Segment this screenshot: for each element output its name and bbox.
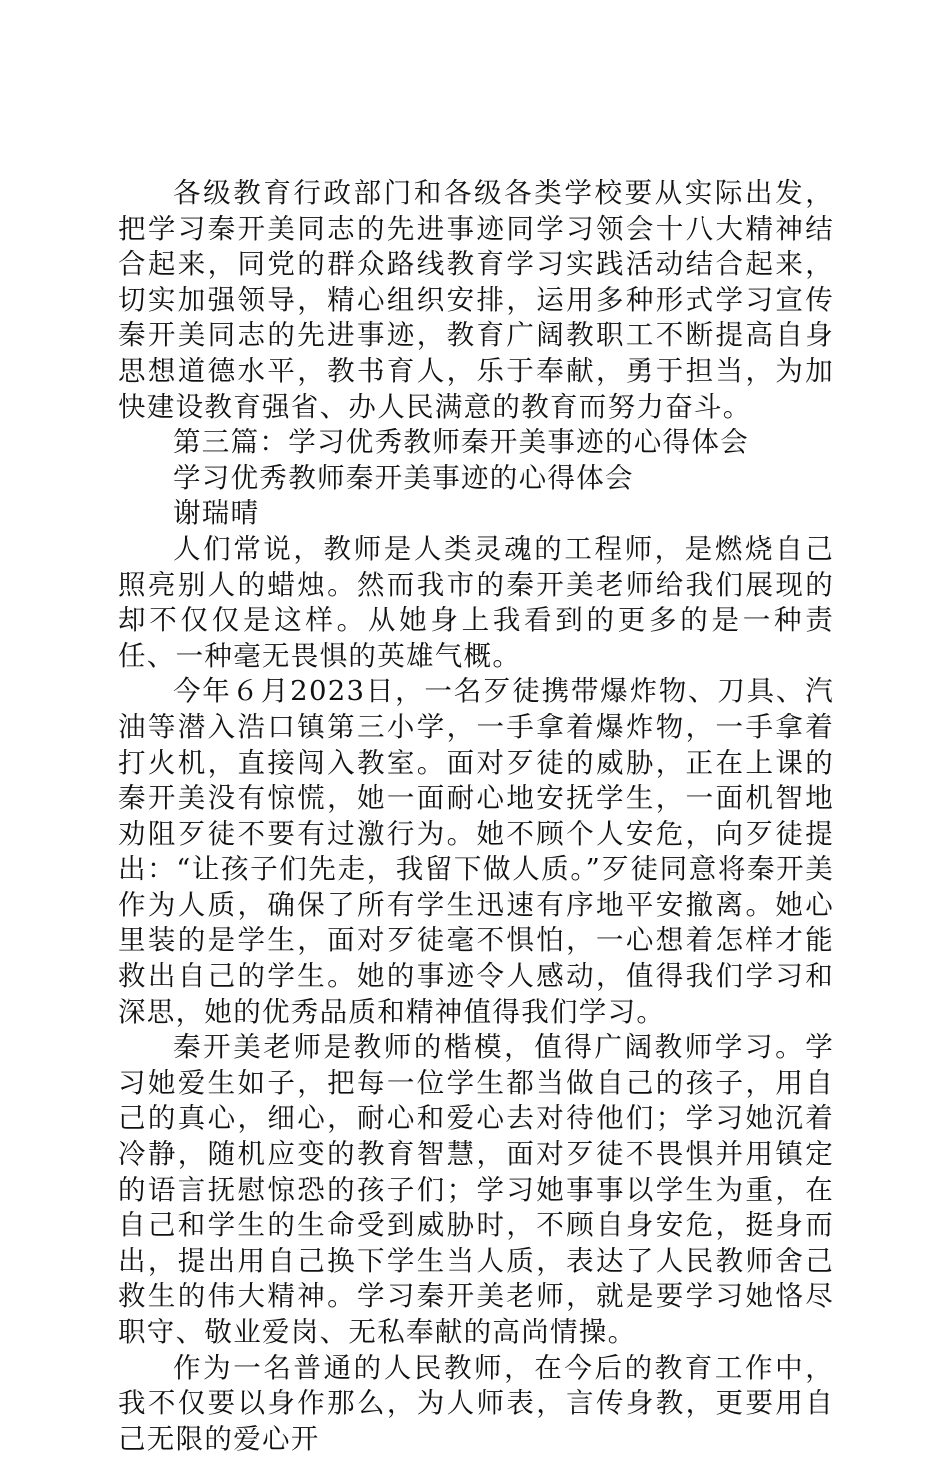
author-name: 谢瑞晴: [173, 497, 260, 530]
body-paragraph: 今年６月2023日，一名歹徒携带爆炸物、刀具、汽油等潜入浩口镇第三小学，一手拿着爆炸物，一手拿着打火机，直接闯入教室。面对歹徒的威胁，正在上课的秦开美没有惊慌，她一面耐心地安抚学生，一面机智地劝阻歹徒不要有过激行为。她不顾个人安危，向歹徒提出：“让孩子们先走，我留下做人质。”歹徒同意将秦开美作为人质，确保了所有学生迅速有序地平安撤离。她心里装的是学生，面对歹徒毫不惧怕，一心想着怎样才能救出自己的学生。她的事迹令人感动，值得我们学习和深思，她的优秀品质和精神值得我们学习。: [118, 675, 834, 1028]
body-paragraph: 秦开美老师是教师的楷模，值得广阔教师学习。学习她爱生如子，把每一位学生都当做自己的孩子，用自己的真心，细心，耐心和爱心去对待他们；学习她沉着冷静，随机应变的教育智慧，面对歹徒不畏惧并用镇定的语言抚慰惊恐的孩子们；学习她事事以学生为重，在自己和学生的生命受到威胁时，不顾自身安危，挺身而出，提出用自己换下学生当人质，表达了人民教师舍己救生的伟大精神。学习秦开美老师，就是要学习她恪尽职守、敬业爱岗、无私奉献的高尚情操。: [118, 1031, 834, 1348]
article-title: 学习优秀教师秦开美事迹的心得体会: [173, 461, 634, 494]
body-paragraph: 作为一名普通的人民教师，在今后的教育工作中，我不仅要以身作那么，为人师表，言传身教，更要用自己无限的爱心开: [118, 1351, 834, 1455]
intro-paragraph: 各级教育行政部门和各级各类学校要从实际出发，把学习秦开美同志的先进事迹同学习领会十八大精神结合起来，同党的群众路线教育学习实践活动结合起来，切实加强领导，精心组织安排，运用多种形式学习宣传秦开美同志的先进事迹，教育广阔教职工不断提高自身思想道德水平，教书育人，乐于奉献，勇于担当，为加快建设教育强省、办人民满意的教育而努力奋斗。: [118, 177, 834, 423]
section-heading: 第三篇：学习优秀教师秦开美事迹的心得体会: [173, 426, 749, 459]
body-paragraph: 人们常说，教师是人类灵魂的工程师，是燃烧自己照亮别人的蜡烛。然而我市的秦开美老师给我们展现的却不仅仅是这样。从她身上我看到的更多的是一种责任、一种毫无畏惧的英雄气概。: [118, 532, 834, 672]
document-page: [118, 176, 834, 1457]
